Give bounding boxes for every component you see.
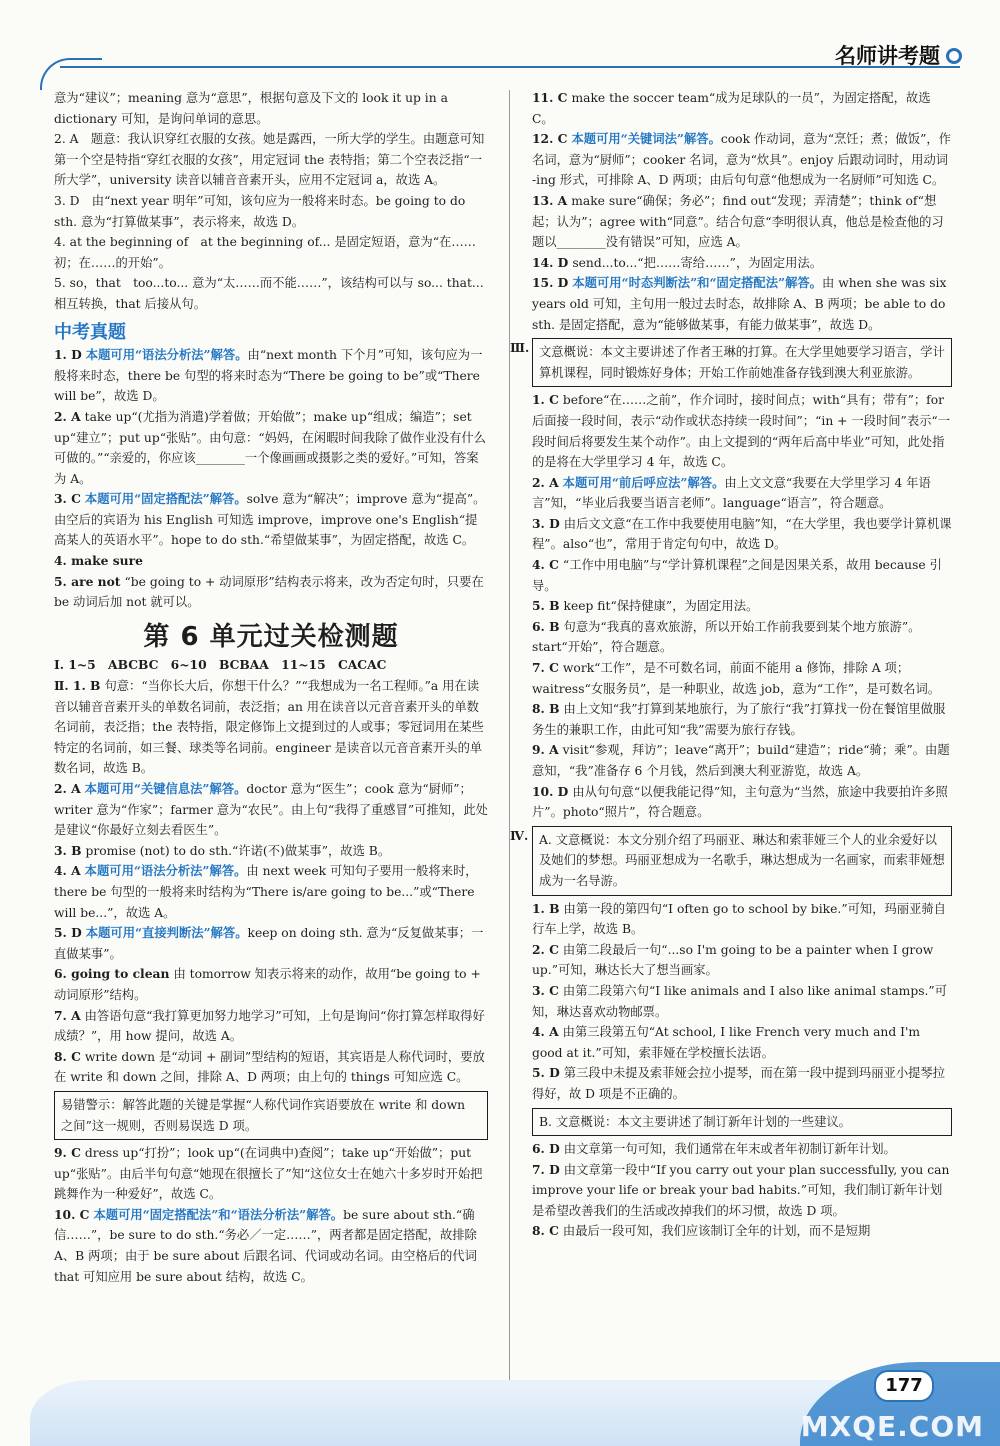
item-text: 句意为“我真的喜欢旅游，所以开始工作前我要到某个地方旅游”。start“开始”，符合题意。 bbox=[532, 619, 921, 655]
item-number: 5. D bbox=[54, 925, 82, 941]
intro-line-5: 5. so，that too...to... 意为“太……而不能……”，该结构可以与 so... that... 相互转换，that 后接从句。 bbox=[54, 276, 484, 311]
item-text: solve 意为“解决”；improve 意为“提高”。由空后的宾语为 his English 可知选 improve，improve one's English“提高某人的英语水平”。hope to do sth.“希望做某事”，为固定搭配，故选 C。 bbox=[54, 492, 486, 548]
part4-item bbox=[532, 940, 952, 981]
brand-title: 名师讲考题 bbox=[835, 44, 940, 68]
part3-item bbox=[532, 596, 952, 617]
item-number: 8. C bbox=[54, 1048, 81, 1064]
item-text: 句意：“当你长大后，你想干什么？”“我想成为一名工程师。”a 用在读音以辅音音素开头的单数名词前，表泛指；an 用在读音以元音音素开头的单数名词前，表泛指；the 表特指，限定修饰上文提到过的人或事；零冠词用在某些特定的名词前，如三餐、球类等名词前。engineer 是读音以元音音素开头的单数名词，故选 B。 bbox=[54, 679, 484, 776]
item-text: keep on doing sth. 意为“反复做某事；一直做某事”。 bbox=[54, 926, 484, 961]
item-number: 3. D bbox=[532, 515, 560, 531]
item-number: 6. going to clean bbox=[54, 966, 170, 982]
item-number: 7. A bbox=[54, 1007, 81, 1023]
item-hint: 本题可用“直接判断法”解答。 bbox=[85, 925, 248, 941]
column-divider bbox=[509, 90, 510, 1380]
item-text: 由最后一段可知，我们应该制订全年的计划，而不是短期 bbox=[562, 1224, 871, 1239]
item-text: 由后文文意“在工作中我要使用电脑”知，“在大学里，我也要学计算机课程”。also“也”，常用于肯定句句中，故选 D。 bbox=[532, 516, 952, 552]
item-number: 15. D bbox=[532, 275, 569, 291]
page-number: 177 bbox=[874, 1370, 934, 1402]
part2-item bbox=[54, 1006, 488, 1047]
part3-label: Ⅲ. bbox=[510, 340, 530, 356]
part2-item bbox=[532, 191, 952, 253]
header-curve bbox=[40, 58, 102, 90]
item-number: 7. D bbox=[532, 1161, 560, 1177]
answer-key: Ⅰ. 1~5 ABCBC 6~10 BCBAA 11~15 CACAC bbox=[54, 657, 387, 673]
item-number: 2. A bbox=[54, 408, 81, 424]
part3-item bbox=[532, 390, 952, 472]
part3-summary-box: 文意概说：本文主要讲述了作者王琳的打算。在大学里她要学习语言，学计算机课程，同时锻炼好身体；开始工作前她准备存钱到澳大利亚旅游。 bbox=[532, 338, 952, 387]
part3-item bbox=[532, 782, 952, 823]
item-number: 3. B bbox=[54, 842, 82, 858]
item-text: work“工作”，是不可数名词，前面不能用 a 修饰，排除 A 项；waitress“女服务员”，是一种职业，故选 job，意为“工作”，是可数名词。 bbox=[532, 661, 941, 696]
item-number: 13. A bbox=[532, 192, 568, 208]
page-header bbox=[0, 0, 1000, 88]
item-number: 11. C bbox=[532, 90, 568, 105]
part4-item bbox=[532, 1063, 952, 1104]
exam-item bbox=[54, 572, 488, 613]
item-number: 7. C bbox=[532, 660, 559, 676]
item-number: 10. C bbox=[54, 1206, 90, 1222]
item-text: keep fit“保持健康”，为固定用法。 bbox=[563, 599, 759, 614]
item-text: cook 作动词，意为“烹饪；煮；做饭”，作名词，意为“厨师”；cooker 名词，意为“炊具”。enjoy 后跟动词时，用动词 -ing 形式，可排除 A、D 两项；由后句句意“他想成为一名厨师”可知选 C。 bbox=[532, 132, 951, 188]
item-number: 4. C bbox=[532, 557, 559, 573]
item-text: 由 next week 可知句子要用一般将来时，there be 句型的一般将来时结构为“There is/are going to be...”或“There will be...”，故选 A。 bbox=[54, 864, 478, 920]
intro-line-2: 2. A 题意：我认识穿红衣服的女孩。她是露西，一所大学的学生。由题意可知第一个空是特指“穿红衣服的女孩”，用定冠词 the 表特指；第二个空表泛指“一所大学”，university 读音以辅音音素开头，应用不定冠词 a，故选 A。 bbox=[54, 132, 485, 188]
item-number: 6. B bbox=[532, 618, 560, 634]
item-text: before“在……之前”，作介词时，接时间点；with“具有；带有”；for 后面接一段时间，表示“动作或状态持续一段时间”；“in + 一段时间”表示“一段时间后将要发生某个动作”。由上文提到的“两年后高中毕业”可知，此处指的是将在大学里学习 4 年，故选 C。 bbox=[532, 393, 951, 470]
part2-item bbox=[532, 273, 952, 335]
item-number: 4. A bbox=[532, 1024, 559, 1040]
item-hint: 本题可用“固定搭配法”解答。 bbox=[84, 491, 247, 507]
item-text: dress up“打扮”；look up“(在词典中)查阅”；take up“开始做”；put up“张贴”。由后半句句意“她现在很擅长了”知“这位女士在她六十多岁时开始把跳舞作为一种爱好”，故选 C。 bbox=[54, 1146, 483, 1202]
item-number: 4. A bbox=[54, 863, 81, 879]
exam-item bbox=[54, 489, 488, 551]
item-text: make sure“确保；务必”；find out“发现；弄清楚”；think of“想起；认为”；agree with“同意”。结合句意“李明很认真，他总是检查他的习题以________没有错误”可知，应选 A。 bbox=[532, 193, 944, 250]
part2-item bbox=[532, 129, 952, 191]
page-footer bbox=[0, 1375, 1000, 1446]
item-text: be sure about sth.“确信……”，be sure to do sth.“务必／一定……”，两者都是固定搭配，故排除 A、B 两项；由于 be sure about 后跟名词、代词或动名词。由空格后的代词 that 可知应用 be sure about 结构，故选 C。 bbox=[54, 1207, 477, 1284]
part3-item bbox=[532, 555, 952, 596]
part2-item bbox=[54, 923, 488, 964]
item-text: take up“(尤指为消遣)学着做；开始做”；make up“组成；编造”；set up“建立”；put up“张贴”。由句意：“妈妈，在闲暇时间我除了做作业没有什么可做的。”“亲爱的，你应该________一个像画画或摄影之类的爱好。”可知，答案为 A。 bbox=[54, 409, 486, 486]
item-number: 3. C bbox=[54, 491, 81, 507]
item-number: 12. C bbox=[532, 131, 568, 147]
item-text: 由文章第一句可知，我们通常在年末或者年初制订新年计划。 bbox=[563, 1142, 896, 1157]
item-hint: 本题可用“语法分析法”解答。 bbox=[85, 347, 248, 363]
item-number: 2. C bbox=[532, 941, 559, 957]
item-number: 8. B bbox=[532, 701, 560, 717]
intro-line-1: 意为“建议”；meaning 意为“意思”，根据句意及下文的 look it up in a dictionary 可知，是询问单词的意思。 bbox=[54, 91, 448, 126]
item-text: promise (not) to do sth.“许诺(不)做某事”，故选 B。 bbox=[85, 843, 391, 858]
item-text: 第三段中未提及索菲娅会拉小提琴，而在第一段中提到玛丽亚小提琴拉得好，故 D 项是不正确的。 bbox=[532, 1066, 946, 1101]
item-text: 由第一段的第四句“I often go to school by bike.”可知，玛丽亚骑自行车上学，故选 B。 bbox=[532, 901, 946, 937]
item-number: 5. D bbox=[532, 1065, 560, 1081]
item-number: 4. make sure bbox=[54, 553, 143, 569]
part3-item bbox=[532, 699, 952, 740]
part3-item bbox=[532, 473, 952, 514]
part4-item bbox=[532, 1139, 952, 1160]
part2-item bbox=[532, 253, 952, 274]
part4-item bbox=[532, 899, 952, 940]
part2-item bbox=[54, 676, 488, 779]
part2-item bbox=[54, 1205, 488, 1287]
item-number: 14. D bbox=[532, 254, 569, 270]
item-number: 1. C bbox=[532, 392, 559, 408]
intro-line-4: 4. at the beginning of at the beginning of... 是固定短语，意为“在……初；在……的开始”。 bbox=[54, 235, 476, 270]
item-hint: 本题可用“前后呼应法”解答。 bbox=[562, 474, 725, 490]
part4-block bbox=[510, 826, 952, 896]
item-text: write down 是“动词 + 副词”型结构的短语，其宾语是人称代词时，要放在 write 和 down 之间，排除 A、D 两项；由上句的 things 可知应选 C。 bbox=[54, 1049, 485, 1085]
item-number: 9. A bbox=[532, 742, 559, 758]
exam-item bbox=[54, 551, 488, 572]
header-rule bbox=[60, 66, 960, 68]
item-number: Ⅱ. 1. B bbox=[54, 678, 101, 694]
item-text: 由第二段第六句“I like animals and I also like animal stamps.”可知，琳达喜欢动物邮票。 bbox=[532, 983, 947, 1019]
part4b-summary-box: B. 文意概说：本文主要讲述了制订新年计划的一些建议。 bbox=[532, 1108, 952, 1137]
item-number: 8. C bbox=[532, 1223, 559, 1239]
item-hint: 本题可用“关键词法”解答。 bbox=[571, 131, 721, 147]
item-number: 2. A bbox=[54, 781, 81, 796]
item-text: 由 when she was six years old 可知，主句用一般过去时态，故排除 A、B 两项；be able to do sth. 是固定搭配，意为“能够做某事，有能力做某事”，故选 D。 bbox=[532, 276, 947, 332]
item-number: 2. A bbox=[532, 474, 559, 490]
exam-item bbox=[54, 407, 488, 489]
part4a-summary-box: A. 文意概说：本文分别介绍了玛丽亚、琳达和索菲娅三个人的业余爱好以及她们的梦想。玛丽亚想成为一名歌手，琳达想成为一名画家，而索菲娅想成为一名导游。 bbox=[532, 826, 952, 896]
part2-item bbox=[54, 861, 488, 923]
item-text: make the soccer team“成为足球队的一员”，为固定搭配，故选 C。 bbox=[532, 91, 931, 126]
part3-block bbox=[510, 338, 952, 387]
item-text: 由从句句意“以便我能记得”知，主句意为“当然，旅途中我要拍许多照片”。photo“照片”，符合题意。 bbox=[532, 784, 948, 820]
item-text: “工作中用电脑”与“学计算机课程”之间是因果关系，故用 because 引导。 bbox=[532, 558, 942, 593]
item-text: doctor 意为“医生”；cook 意为“厨师”；writer 意为“作家”；farmer 意为“农民”。由上句“我得了重感冒”可推知，此处是建议“你最好立刻去看医生”。 bbox=[54, 782, 488, 838]
unit-title: 第 6 单元过关检测题 bbox=[143, 621, 399, 652]
part4-item bbox=[532, 981, 952, 1022]
item-number: 10. D bbox=[532, 783, 569, 799]
item-text: send...to...“把……寄给……”，为固定用法。 bbox=[572, 255, 823, 270]
part2-item bbox=[54, 779, 488, 841]
part3-item bbox=[532, 514, 952, 555]
item-number: 5. B bbox=[532, 598, 560, 614]
part3-item bbox=[532, 658, 952, 699]
item-number: 3. C bbox=[532, 982, 559, 998]
part3-item bbox=[532, 740, 952, 781]
watermark-text: MXQE.COM bbox=[800, 1410, 984, 1443]
item-text: “be going to + 动词原形”结构表示将来，改为否定句时，只要在 be 动词后加 not 就可以。 bbox=[54, 574, 484, 610]
item-text: 由文章第一段中“If you carry out your plan successfully, you can improve your life or break your bad habits.”可知，我们制订新年计划是希望改善我们的生活或改掉我们的坏习惯，故选 D 项。 bbox=[532, 1162, 950, 1218]
item-hint: 本题可用“语法分析法”解答。 bbox=[84, 863, 247, 879]
item-text: 由 tomorrow 知表示将来的动作，故用“be going to + 动词原形”结构。 bbox=[54, 967, 481, 1002]
exam-section-title: 中考真题 bbox=[54, 321, 126, 343]
item-number: 6. D bbox=[532, 1141, 560, 1157]
item-text: 由上文文意“我要在大学里学习 4 年语言”知，“毕业后我要当语言老师”。language“语言”，符合题意。 bbox=[532, 475, 931, 511]
item-number: 9. C bbox=[54, 1145, 81, 1161]
item-number: 1. B bbox=[532, 900, 560, 916]
part4-item bbox=[532, 1022, 952, 1063]
part2-item bbox=[532, 88, 952, 129]
part3-item bbox=[532, 617, 952, 658]
right-column bbox=[510, 88, 952, 1242]
part4-label: Ⅳ. bbox=[510, 827, 529, 843]
brand-dot-icon bbox=[946, 48, 962, 64]
left-column bbox=[54, 88, 488, 1287]
item-text: 由第三段第五句“At school, I like French very much and I'm good at it.”可知，索菲娅在学校擅长法语。 bbox=[532, 1025, 921, 1060]
part4-item bbox=[532, 1160, 952, 1222]
part2-item bbox=[54, 964, 488, 1005]
item-text: 由答语句意“我打算更加努力地学习”可知，上句是询问“你打算怎样取得好成绩？”，用 how 提问，故选 A。 bbox=[54, 1008, 485, 1044]
intro-line-3: 3. D 由“next year 明年”可知，该句应为一般将来时态。be going to do sth. 意为“打算做某事”，表示将来，故选 D。 bbox=[54, 193, 466, 229]
item-hint: 本题可用“关键信息法”解答。 bbox=[84, 781, 247, 796]
item-number: 1. D bbox=[54, 347, 82, 363]
item-text: 由上文知“我”打算到某地旅行，为了旅行“我”打算找一份在餐馆里做服务生的兼职工作，由此可知“我”需要为旅行存钱。 bbox=[532, 702, 946, 737]
warning-box: 易错警示：解答此题的关键是掌握“人称代词作宾语要放在 write 和 down 之间”这一规则，否则易误选 D 项。 bbox=[54, 1091, 488, 1140]
item-text: visit“参观，拜访”；leave“离开”；build“建造”；ride“骑；乘”。由题意知，“我”准备存 6 个月钱，然后到澳大利亚游览，故选 A。 bbox=[532, 743, 950, 778]
part2-item bbox=[54, 1047, 488, 1088]
item-hint: 本题可用“固定搭配法”和“语法分析法”解答。 bbox=[93, 1206, 344, 1222]
part2-item bbox=[54, 841, 488, 862]
exam-item bbox=[54, 345, 488, 407]
item-hint: 本题可用“时态判断法”和“固定搭配法”解答。 bbox=[572, 275, 822, 291]
item-text: 由第二段最后一句“...so I'm going to be a painter when I grow up.”可知，琳达长大了想当画家。 bbox=[532, 942, 934, 978]
item-number: 5. are not bbox=[54, 573, 121, 589]
part4-item bbox=[532, 1221, 952, 1242]
item-text: 由“next month 下个月”可知，该句应为一般将来时态，there be 句型的将来时态为“There be going to be”或“There will be”，故选 D。 bbox=[54, 348, 483, 404]
part2-item bbox=[54, 1143, 488, 1205]
